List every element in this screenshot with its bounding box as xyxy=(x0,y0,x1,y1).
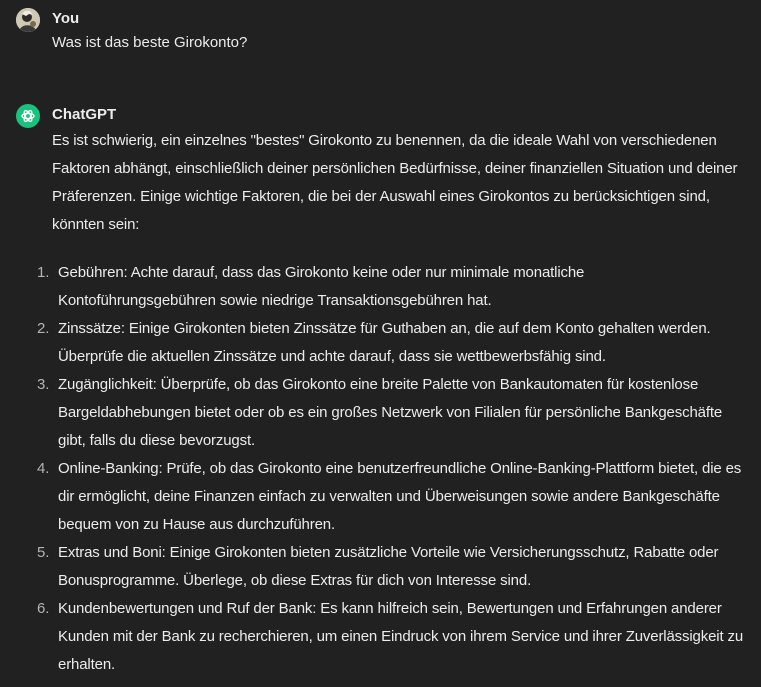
user-name: You xyxy=(52,10,80,27)
user-avatar-icon[interactable] xyxy=(16,8,40,32)
factor-list xyxy=(37,259,745,679)
user-message xyxy=(16,8,745,55)
list-item-number: 1. xyxy=(37,264,50,281)
list-item xyxy=(37,371,745,455)
list-item xyxy=(37,315,745,371)
list-item xyxy=(37,595,745,679)
list-item-text: Extras und Boni: Einige Girokonten bieten zusätzliche Vorteile wie Versicherungsschutz, Rabatte oder Bonusprogramme. Überlege, ob diese Extras für dich von Interesse sind. xyxy=(58,544,719,589)
list-item xyxy=(37,455,745,539)
list-item-text: Zugänglichkeit: Überprüfe, ob das Girokonto eine breite Palette von Bankautomaten für kostenlose Bargeldabhebungen bietet oder ob es ein großes Netzwerk von Filialen für persönliche Bankgeschäfte gibt, falls du diese bevorzugst. xyxy=(58,376,723,449)
list-item xyxy=(37,539,745,595)
list-item-number: 3. xyxy=(37,376,50,393)
assistant-message xyxy=(16,104,745,679)
assistant-intro-text: Es ist schwierig, ein einzelnes "bestes" Girokonto zu benennen, da die ideale Wahl von verschiedenen Faktoren abhängt, einschließlich deiner persönlichen Bedürfnisse, deiner finanziellen Situation und deiner Präferenzen. Einige wichtige Faktoren, die bei der Auswahl eines Girokontos zu berücksichtigen sind, könnten sein: xyxy=(52,132,738,233)
list-item-number: 2. xyxy=(37,320,50,337)
assistant-name: ChatGPT xyxy=(52,106,117,123)
list-item-number: 5. xyxy=(37,544,50,561)
list-item-text: Online-Banking: Prüfe, ob das Girokonto eine benutzerfreundliche Online-Banking-Plattform bietet, die es dir ermöglicht, deine Finanzen einfach zu verwalten und Überweisungen sowie andere Bankgeschäfte bequem von zu Hause aus durchzuführen. xyxy=(58,460,742,533)
list-item-number: 6. xyxy=(37,600,50,617)
list-item-text: Kundenbewertungen und Ruf der Bank: Es kann hilfreich sein, Bewertungen und Erfahrungen anderer Kunden mit der Bank zu recherchieren, um einen Eindruck von ihrem Service und ihrer Zuverlässigkeit zu erhalten. xyxy=(58,600,744,673)
list-item-number: 4. xyxy=(37,460,50,477)
openai-logo-icon xyxy=(16,104,40,128)
list-item-text: Gebühren: Achte darauf, dass das Girokonto keine oder nur minimale monatliche Kontoführungsgebühren sowie niedrige Transaktionsgebühren hat. xyxy=(58,264,585,309)
list-item-text: Zinssätze: Einige Girokonten bieten Zinssätze für Guthaben an, die auf dem Konto gehalten werden. Überprüfe die aktuellen Zinssätze und achte darauf, dass sie wettbewerbsfähig sind. xyxy=(58,320,711,365)
user-message-text: Was ist das beste Girokonto? xyxy=(52,34,248,51)
list-item xyxy=(37,259,745,315)
